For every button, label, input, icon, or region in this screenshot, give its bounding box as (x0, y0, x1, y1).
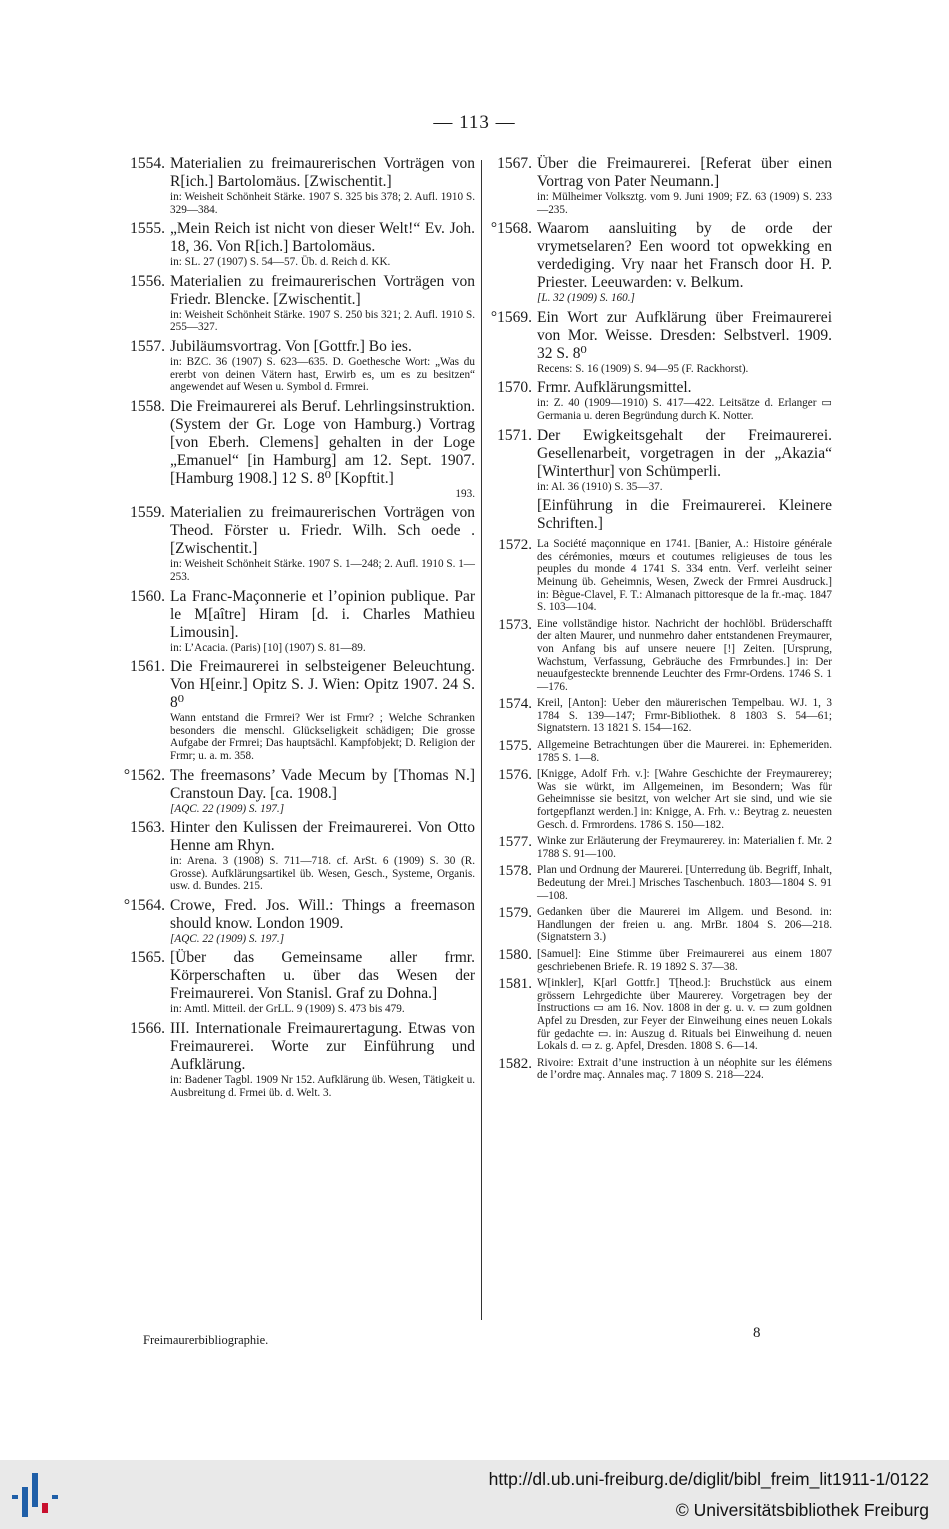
entry-source: in: Amtl. Mitteil. der GrLL. 9 (1909) S. 473 bis 479. (170, 1003, 405, 1016)
entry-1582: 1582. Rivoire: Extrait d’une instruction à un néophite sur les élémens de l’ordre maç. Annales maç. 7 1809 S. 218—224. (498, 1055, 832, 1082)
entry-source: Wann entstand die Frmrei? Wer ist Frmr? ; Welche Schranken besonders die menschl. Glückseligkeit schädigen; Die grosse Aufgabe der Frmrei; Das hauptsächl. Kampfobjekt; D. Religion der Frmr; u. a. m. 358. (170, 712, 475, 762)
entry-1571: 1571. Der Ewigkeitsgehalt der Freimaurerei. Gesellenarbeit, vorgetragen in der „Akazia“ [Winterthur] von Schümperli. in: Al. 36 (1910) S. 35—37. (497, 426, 832, 493)
column-divider (481, 160, 482, 1320)
entry-title: Materialien zu freimaurerischen Vorträgen von Friedr. Blencke. [Zwischentit.] (170, 272, 475, 308)
entry-1560: 1560. La Franc-Maçonnerie et l’opinion publique. Par le M[aître] Hiram [d. i. Charles Mathieu Limousin]. in: L’Acacia. (Paris) [10] (1907) S. 81—89. (130, 587, 475, 654)
entry-source: in: Weisheit Schönheit Stärke. 1907 S. 325 bis 378; 2. Aufl. 1910 S. 329—384. (170, 191, 475, 216)
entry-source: in: BZC. 36 (1907) S. 623—635. D. Goethesche Wort: „Was du ererbt von deinen Vätern hast, Erwirb es, um es zu besitzen“ angewendet auf Wesen u. Symbol d. Frmrei. (170, 355, 475, 394)
entry-1556: 1556. Materialien zu freimaurerischen Vorträgen von Friedr. Blencke. [Zwischentit.] in: Weisheit Schönheit Stärke. 1907 S. 250 bis 321; 2. Aufl. 1910 S. 255—327. (130, 272, 475, 334)
entry-1561: 1561. Die Freimaurerei in selbsteigener Beleuchtung. Von H[einr.] Opitz S. J. Wien: Opitz 1907. 24 S. 8⁰ Wann entstand die Frmrei? Wer ist Frmr? ; Welche Schranken besonders die menschl. Glückseligkeit schädigen; Die grosse Aufgabe der Frmrei; Das hauptsächl. Kampfobjekt; D. Religion der Frmr; u. a. m. 358. (130, 658, 475, 762)
entry-1558: 1558. Die Freimaurerei als Beruf. Lehrlingsinstruktion. (System der Gr. Loge von Hamburg.) Vortrag [von Eberh. Clemens] gehalten in der Loge „Emanuel“ [in Hamburg] am 12. Sept. 1907. [Hamburg 1908.] 12 S. 8⁰ [Kopftit.] 193. (130, 397, 475, 500)
section-heading: [Einführung in die Freimaurerei. Kleinere Schriften.] (537, 497, 832, 533)
entry-title: Die Freimaurerei als Beruf. Lehrlingsinstruktion. (System der Gr. Loge von Hamburg.) Vortrag [von Eberh. Clemens] gehalten in der Loge „Emanuel“ [in Hamburg] am 12. Sept. 1907. [Hamburg 1908.] 12 S. 8⁰ [Kopftit.] (170, 397, 475, 487)
entry-title: Hinter den Kulissen der Freimaurerei. Von Otto Henne am Rhyn. (170, 819, 475, 855)
entry-1564: °1564. Crowe, Fred. Jos. Will.: Things a freemason should know. London 1909. [AQC. 22 (1909) S. 197.] (123, 896, 475, 945)
entry-source: in: SL. 27 (1907) S. 54—57. Üb. d. Reich d. KK. (170, 256, 391, 269)
entry-text: [Samuel]: Eine Stimme über Freimaurerei aus einem 1807 geschriebenen Briefe. R. 19 1892 S. 37—38. (537, 947, 832, 973)
entry-title: Frmr. Aufklärungsmittel. (537, 379, 692, 397)
entry-1580: 1580. [Samuel]: Eine Stimme über Freimaurerei aus einem 1807 geschriebenen Briefe. R. 19 1892 S. 37—38. (498, 946, 832, 973)
entry-1568: °1568. Waarom aansluiting by de orde der vrymetselaren? Een woord tot opwekking en verdediging. Vry naar het Fransch door H. P. Priester. Leeuwarden: v. Belkum. [L. 32 (1909) S. 160.] (490, 220, 832, 305)
entry-title: Der Ewigkeitsgehalt der Freimaurerei. Gesellenarbeit, vorgetragen in der „Akazia“ [Winterthur] von Schümperli. (537, 426, 832, 480)
entry-text: Plan und Ordnung der Maurerei. [Unterredung üb. Begriff, Inhalt, Bedeutung der Mrei.] Mrisches Taschenbuch. 1803—1804 S. 91—108. (537, 864, 832, 902)
entry-1581: 1581. W[inkler], K[arl Gottfr.] T[heod.]: Bruchstück aus einem grössern Lehrgedichte über Maurerey. Vorgetragen bey der Instructions ▭ am 16. Nov. 1808 in der g. u. v. ▭ zum goldnen Apfel zu Dresden, zur Feyer der Einweihung eines neuen Lokals für gedachte ▭. in: Auszug d. Rituals bei Einweihung d. neuen Lokals d. ▭ z. g. Apfel, Dresden. 1808 S. 6—14. (498, 976, 832, 1053)
entry-source: [AQC. 22 (1909) S. 197.] (170, 802, 285, 815)
entry-1570: 1570. Frmr. Aufklärungsmittel. in: Z. 40 (1909—1910) S. 417—422. Leitsätze d. Erlanger ▭ Germania u. deren Begründung durch K. Notter. (497, 379, 832, 422)
entry-1559: 1559. Materialien zu freimaurerischen Vorträgen von Theod. Förster u. Friedr. Wilh. Sch oede . [Zwischentit.] in: Weisheit Schönheit Stärke. 1907 S. 1—248; 2. Aufl. 1910 S. 1—253. (130, 504, 475, 583)
entry-title: „Mein Reich ist nicht von dieser Welt!“ Ev. Joh. 18, 36. Von R[ich.] Bartolomäus. (170, 220, 475, 256)
entry-title: Materialien zu freimaurerischen Vorträgen von R[ich.] Bartolomäus. [Zwischentit.] (170, 155, 475, 190)
page-number: — 113 — (433, 112, 516, 133)
entry-source: Recens: S. 16 (1909) S. 94—95 (F. Rackhorst). (537, 362, 749, 375)
entry-1566: 1566. III. Internationale Freimaurertagung. Etwas von Freimaurerei. Worte zur Einführung und Aufklärung. in: Badener Tagbl. 1909 Nr 152. Aufklärung üb. Wesen, Tätigkeit u. Ausbreitung d. Frmei üb. d. Welt. 3. (130, 1020, 475, 1099)
entry-1574: 1574. Kreil, [Anton]: Ueber den mäurerischen Tempelbau. WJ. 1, 3 1784 S. 139—147; Frmr-Bibliothek. 8 1803 S. 54—61; Signatstern. 13 1821 S. 154—162. (498, 696, 832, 735)
entry-1569: °1569. Ein Wort zur Aufklärung über Freimaurerei von Mor. Weisse. Dresden: Selbstverl. 1909. 32 S. 8⁰ Recens: S. 16 (1909) S. 94—95 (F. Rackhorst). (490, 308, 832, 375)
entry-title: Materialien zu freimaurerischen Vorträgen von Theod. Förster u. Friedr. Wilh. Sch oede . [Zwischentit.] (170, 504, 475, 558)
document-url-link[interactable]: http://dl.ub.uni-freiburg.de/diglit/bibl_freim_lit1911-1/0122 (488, 1469, 929, 1489)
entry-text: Eine vollständige histor. Nachricht der hochlöbl. Brüderschafft der alten Maurer, und nunmehro daher entstandenen Freymaurer, von Anfang bis auf unsere neuere [!] Zeiten. [Ursprung, Wachstum, Verfassung, Gebräuche des Frmrbundes.] in: Der neuaufgesteckte brennende Leuchter des Frmr-Ordens. 1746 S. 1—176. (537, 617, 832, 693)
entry-text: Rivoire: Extrait d’une instruction à un néophite sur les élémens de l’ordre maç. Annales maç. 7 1809 S. 218—224. (537, 1056, 832, 1082)
entry-1578: 1578. Plan und Ordnung der Maurerei. [Unterredung üb. Begriff, Inhalt, Bedeutung der Mrei.] Mrisches Taschenbuch. 1803—1804 S. 91—108. (498, 863, 832, 902)
entry-1575: 1575. Allgemeine Betrachtungen über die Maurerei. in: Ephemeriden. 1785 S. 1—8. (498, 738, 832, 764)
entry-text: Allgemeine Betrachtungen über die Maurerei. in: Ephemeriden. 1785 S. 1—8. (537, 739, 832, 764)
viewer-bottom-bar (0, 1460, 949, 1529)
entry-source: in: Weisheit Schönheit Stärke. 1907 S. 1—248; 2. Aufl. 1910 S. 1—253. (170, 558, 475, 583)
footer-signature-mark: 8 (753, 1325, 761, 1341)
entry-title: [Über das Gemeinsame aller frmr. Körperschaften u. über das Wesen der Freimaurerei. Von Stanisl. Graf zu Dohna.] (170, 949, 475, 1003)
entry-source: [AQC. 22 (1909) S. 197.] (170, 932, 285, 945)
entry-1573: 1573. Eine vollständige histor. Nachricht der hochlöbl. Brüderschafft der alten Maurer, und nunmehro daher entstandenen Freymaurer, von Anfang bis auf unsere neuere [!] Zeiten. [Ursprung, Wachstum, Verfassung, Gebräuche des Frmrbundes.] in: Der neuaufgesteckte brennende Leuchter des Frmr-Ordens. 1746 S. 1—176. (498, 616, 832, 693)
entry-text: [Knigge, Adolf Frh. v.]: [Wahre Geschichte der Freymaurerey; Was sie würkt, im Allgemeinen, im Besondern; Was für Geheimnisse sie besitzt, von welcher Art sie sind, und wie sie fortgepflanzt werden.] in: Knigge, A. Frh. v.: Beytrag z. neuesten Gesch. d. Frmrordens. 1786 S. 150—182. (537, 768, 832, 831)
entry-text: Kreil, [Anton]: Ueber den mäurerischen Tempelbau. WJ. 1, 3 1784 S. 139—147; Frmr-Bibliothek. 8 1803 S. 54—61; Signatstern. 13 1821 S. 154—162. (537, 697, 832, 735)
entry-source: in: Al. 36 (1910) S. 35—37. (537, 480, 663, 493)
entry-source: in: Weisheit Schönheit Stärke. 1907 S. 250 bis 321; 2. Aufl. 1910 S. 255—327. (170, 308, 475, 334)
entry-1557: 1557. Jubiläumsvortrag. Von [Gottfr.] Bo ies. in: BZC. 36 (1907) S. 623—635. D. Goethesche Wort: „Was du ererbt von deinen Vätern hast, Erwirb es, um es zu besitzen“ angewendet auf Wesen u. Symbol d. Frmrei. (130, 337, 475, 394)
left-column (115, 155, 475, 1103)
entry-source: in: Badener Tagbl. 1909 Nr 152. Aufklärung üb. Wesen, Tätigkeit u. Ausbreitung d. Frmei üb. d. Welt. 3. (170, 1074, 475, 1099)
entry-1565: 1565. [Über das Gemeinsame aller frmr. Körperschaften u. über das Wesen der Freimaurerei. Von Stanisl. Graf zu Dohna.] in: Amtl. Mitteil. der GrLL. 9 (1909) S. 473 bis 479. (130, 949, 475, 1016)
entry-1555: 1555. „Mein Reich ist nicht von dieser Welt!“ Ev. Joh. 18, 36. Von R[ich.] Bartolomäus. in: SL. 27 (1907) S. 54—57. Üb. d. Reich d. KK. (130, 220, 475, 269)
entry-1567: 1567. Über die Freimaurerei. [Referat über einen Vortrag von Pater Neumann.] in: Mülheimer Volksztg. vom 9. Juni 1909; FZ. 63 (1909) S. 233—235. (497, 155, 832, 216)
entry-1562: °1562. The freemasons’ Vade Mecum by [Thomas N.] Cranstoun Day. [ca. 1908.] [AQC. 22 (1909) S. 197.] (123, 766, 475, 815)
entry-1577: 1577. Winke zur Erläuterung der Freymaurerey. in: Materialien f. Mr. 2 1788 S. 91—100. (498, 834, 832, 860)
entry-text: La Société maçonnique en 1741. [Banier, A.: Histoire générale des cérémonies, mœurs et coutumes religieuses de tous les peuples du monde 4 1741 S. 334 entn. Verf. verleiht seiner Meinung üb. Geheimnis, Wesen, Zweck der Frmrei Ausdruck.] in: Bègue-Clavel, F. T.: Almanach pittoresque de la fr.-maç. 1847 S. 103—104. (537, 538, 832, 614)
right-column (487, 155, 832, 1086)
entry-source: 193. (455, 487, 475, 500)
entry-source: in: Mülheimer Volksztg. vom 9. Juni 1909; FZ. 63 (1909) S. 233—235. (537, 191, 832, 216)
entry-1554: 1554. Materialien zu freimaurerischen Vorträgen von R[ich.] Bartolomäus. [Zwischentit.] in: Weisheit Schönheit Stärke. 1907 S. 325 bis 378; 2. Aufl. 1910 S. 329—384. (130, 155, 475, 216)
entry-source: [L. 32 (1909) S. 160.] (537, 292, 635, 305)
entry-1563: 1563. Hinter den Kulissen der Freimaurerei. Von Otto Henne am Rhyn. in: Arena. 3 (1908) S. 711—718. cf. ArSt. 6 (1909) S. 30 (R. Grosse). Aufklärungsartikel üb. Wesen, Gesch., Systeme, Organis. usw. d. Bundes. 215. (130, 819, 475, 893)
entry-source: in: Arena. 3 (1908) S. 711—718. cf. ArSt. 6 (1909) S. 30 (R. Grosse). Aufklärungsartikel üb. Wesen, Gesch., Systeme, Organis. usw. d. Bundes. 215. (170, 855, 475, 893)
entry-1579: 1579. Gedanken über die Maurerei im Allgem. und Besond. in: Handlungen der freien u. ang. MrBr. 1804 S. 206—218. (Signatstern 3.) (498, 905, 832, 944)
entry-title: Über die Freimaurerei. [Referat über einen Vortrag von Pater Neumann.] (537, 155, 832, 190)
entry-title: The freemasons’ Vade Mecum by [Thomas N.] Cranstoun Day. [ca. 1908.] (170, 766, 475, 802)
entry-title: Die Freimaurerei in selbsteigener Beleuchtung. Von H[einr.] Opitz S. J. Wien: Opitz 1907. 24 S. 8⁰ (170, 658, 475, 712)
copyright-notice: © Universitätsbibliothek Freiburg (675, 1500, 929, 1520)
entry-title: III. Internationale Freimaurertagung. Etwas von Freimaurerei. Worte zur Einführung und Aufklärung. (170, 1020, 475, 1074)
entry-text: Winke zur Erläuterung der Freymaurerey. in: Materialien f. Mr. 2 1788 S. 91—100. (537, 835, 832, 860)
entry-title: Jubiläumsvortrag. Von [Gottfr.] Bo ies. (170, 337, 412, 355)
entry-source: in: L’Acacia. (Paris) [10] (1907) S. 81—89. (170, 641, 366, 654)
entry-source: in: Z. 40 (1909—1910) S. 417—422. Leitsätze d. Erlanger ▭ Germania u. deren Begründung durch K. Notter. (537, 397, 832, 422)
entry-text: W[inkler], K[arl Gottfr.] T[heod.]: Bruchstück aus einem grössern Lehrgedichte über Maurerey. Vorgetragen bey der Instructions ▭ am 16. Nov. 1808 in der g. u. v. ▭ zum goldnen Apfel zu Dresden, zur Feyer der Einweihung eines neuen Lokals für gedachte ▭. in: Auszug d. Rituals bei Einweihung d. neuen Lokals d. ▭ z. g. Apfel, Dresden. 1808 S. 6—14. (537, 977, 832, 1053)
entry-title: La Franc-Maçonnerie et l’opinion publique. Par le M[aître] Hiram [d. i. Charles Mathieu Limousin]. (170, 587, 475, 641)
entry-title: Crowe, Fred. Jos. Will.: Things a freemason should know. London 1909. (170, 896, 475, 932)
entry-title: Ein Wort zur Aufklärung über Freimaurerei von Mor. Weisse. Dresden: Selbstverl. 1909. 32 S. 8⁰ (537, 308, 832, 362)
ub-freiburg-logo-icon (12, 1473, 60, 1517)
footer-series-title: Freimaurerbibliographie. (143, 1333, 269, 1347)
entry-text: Gedanken über die Maurerei im Allgem. und Besond. in: Handlungen der freien u. ang. MrBr. 1804 S. 206—218. (Signatstern 3.) (537, 906, 832, 944)
entry-title: Waarom aansluiting by de orde der vrymetselaren? Een woord tot opwekking en verdediging. Vry naar het Fransch door H. P. Priester. Leeuwarden: v. Belkum. (537, 220, 832, 292)
entry-1576: 1576. [Knigge, Adolf Frh. v.]: [Wahre Geschichte der Freymaurerey; Was sie würkt, im Allgemeinen, im Besondern; Was für Geheimnisse sie besitzt, von welcher Art sie sind, und wie sie fortgepflanzt werden.] in: Knigge, A. Frh. v.: Beytrag z. neuesten Gesch. d. Frmrordens. 1786 S. 150—182. (498, 767, 832, 831)
entry-1572: 1572. La Société maçonnique en 1741. [Banier, A.: Histoire générale des cérémonies, mœurs et coutumes religieuses de tous les peuples du monde 4 1741 S. 334 entn. Verf. verleiht seiner Meinung üb. Geheimnis, Wesen, Zweck der Frmrei Ausdruck.] in: Bègue-Clavel, F. T.: Almanach pittoresque de la fr.-maç. 1847 S. 103—104. (498, 537, 832, 614)
